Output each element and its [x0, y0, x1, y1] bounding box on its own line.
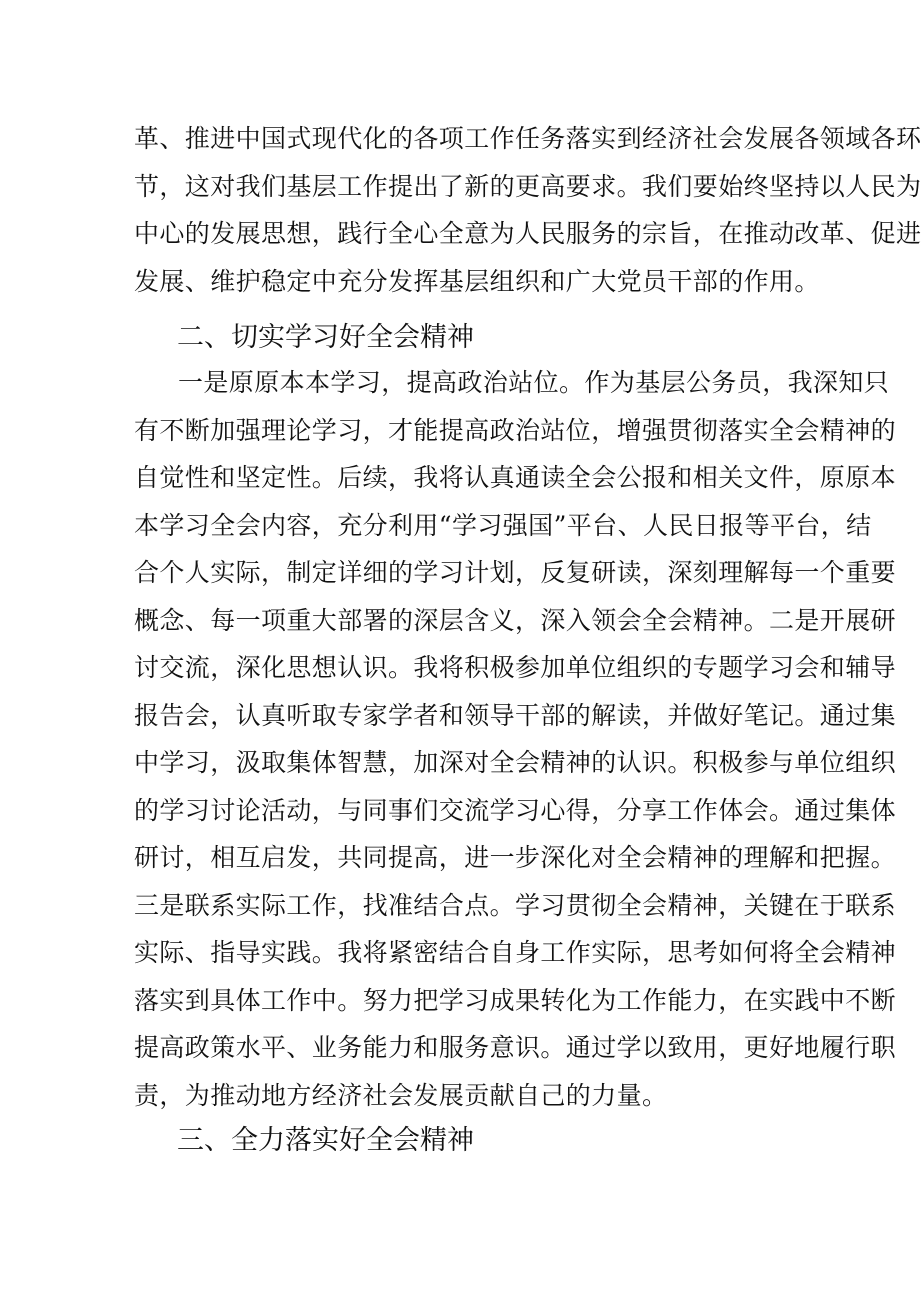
- text-line: 中学习，汲取集体智慧，加深对全会精神的认识。积极参与单位组织: [134, 748, 897, 777]
- text-line: 节，这对我们基层工作提出了新的更高要求。我们要始终坚持以人民为: [134, 171, 921, 201]
- text-line: 一是原原本本学习，提高政治站位。作为基层公务员，我深知只: [178, 368, 890, 397]
- text-line: 概念、每一项重大部署的深层含义，深入领会全会精神。二是开展研: [134, 605, 897, 635]
- text-line: 研讨，相互启发，共同提高，进一步深化对全会精神的理解和把握。: [134, 843, 897, 872]
- text-line: 本学习全会内容，充分利用“学习强国”平台、人民日报等平台，结: [134, 510, 872, 540]
- section-heading-2: 二、切实学习好全会精神: [177, 322, 474, 353]
- text-line: 落实到具体工作中。努力把学习成果转化为工作能力，在实践中不断: [134, 985, 897, 1015]
- paragraph-continuation: [134, 115, 921, 305]
- text-line: 革、推进中国式现代化的各项工作任务落实到经济社会发展各领域各环: [134, 124, 921, 153]
- text-line: 报告会，认真听取专家学者和领导干部的解读，并做好笔记。通过集: [134, 700, 897, 730]
- text-line: 责，为推动地方经济社会发展贡献自己的力量。: [134, 1080, 668, 1110]
- text-line: 提高政策水平、业务能力和服务意识。通过学以致用，更好地履行职: [134, 1033, 897, 1062]
- section-2-paragraph: [134, 359, 897, 1119]
- text-line: 实际、指导实践。我将紧密结合自身工作实际，思考如何将全会精神: [134, 938, 897, 967]
- text-line: 合个人实际，制定详细的学习计划，反复研读，深刻理解每一个重要: [134, 558, 897, 587]
- section-heading-3: 三、全力落实好全会精神: [177, 1125, 474, 1156]
- text-line: 的学习讨论活动，与同事们交流学习心得，分享工作体会。通过集体: [134, 795, 897, 825]
- text-line: 中心的发展思想，践行全心全意为人民服务的宗旨，在推动改革、促进: [134, 219, 921, 248]
- text-line: 有不断加强理论学习，才能提高政治站位，增强贯彻落实全会精神的: [134, 415, 897, 445]
- text-line: 三是联系实际工作，找准结合点。学习贯彻全会精神，关键在于联系: [134, 890, 897, 920]
- text-line: 讨交流，深化思想认识。我将积极参加单位组织的专题学习会和辅导: [134, 653, 897, 682]
- text-line: 自觉性和坚定性。后续，我将认真通读全会公报和相关文件，原原本: [134, 463, 897, 492]
- text-line: 发展、维护稳定中充分发挥基层组织和广大党员干部的作用。: [134, 266, 820, 296]
